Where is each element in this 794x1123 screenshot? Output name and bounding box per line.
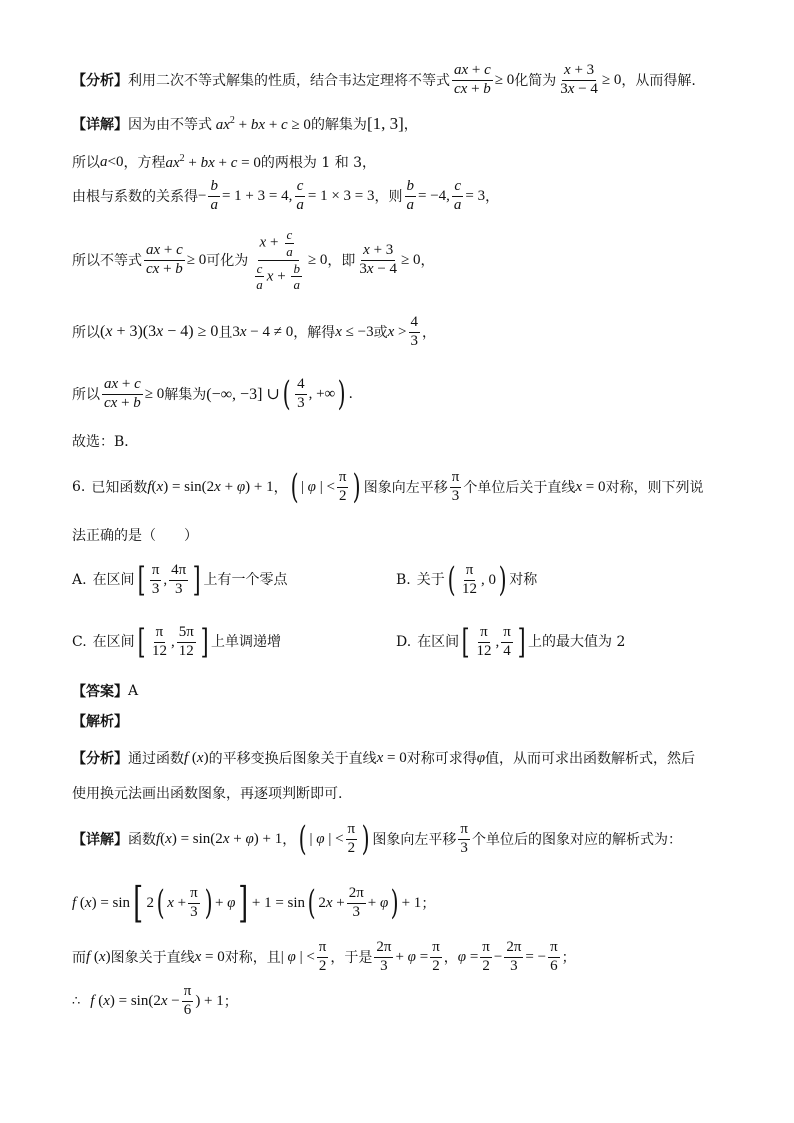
math-geq-0: ≥ 0: [494, 71, 515, 88]
detail-2-formula: [72, 878, 435, 928]
detail-row-6: [72, 374, 353, 414]
option-text: 在区间: [92, 572, 135, 588]
compound-fraction: x + $\frac{c}{a}$ $\frac{c}{a}$ x + $\frac{b}{a}$: [256, 227, 300, 293]
text: 所以: [72, 325, 100, 341]
text: 的两根为 1 和 3，: [260, 155, 377, 171]
left-paren: (: [282, 374, 291, 414]
fraction-2pi-over-3: $\frac{2\pi}{3}$: [348, 884, 364, 920]
analysis-text: ，从而得解.: [621, 73, 696, 89]
detail-tag: 【详解】: [72, 117, 128, 133]
text: ，: [282, 832, 297, 848]
math: ≥ 0: [186, 251, 207, 268]
question-6-line-2: [72, 524, 198, 546]
option-letter: C.: [72, 634, 87, 650]
detail-text: ，: [403, 117, 418, 133]
math: f(x) = sin(2x + φ) + 1: [147, 478, 274, 495]
math: x = 0: [575, 478, 606, 495]
math: = 1 + 3 = 4,: [221, 187, 293, 204]
option-letter: A.: [72, 572, 87, 588]
fraction-pi-over-2: $\frac{\pi}{2}$: [318, 938, 327, 974]
right-paren: ): [337, 374, 346, 414]
math: + φ: [367, 894, 389, 911]
text: ；: [561, 950, 576, 966]
fraction-pi-over-2: $\frac{\pi}{2}$: [338, 468, 347, 504]
fraction-pi-over-3: $\frac{\pi}{3}$: [451, 468, 460, 504]
option-text: 上有一个零点: [203, 572, 288, 588]
detail-row-1: [72, 112, 418, 136]
question-text: 个单位后关于直线: [463, 480, 576, 496]
option-text: 关于: [416, 572, 445, 588]
text: 解集为: [164, 387, 207, 403]
left-bracket: [: [461, 622, 470, 662]
left-bracket: [: [137, 622, 146, 662]
text: 可化为: [206, 253, 249, 269]
text: ；: [421, 896, 436, 912]
math: 2x +: [318, 894, 345, 911]
detail-row-5: [72, 312, 436, 352]
option-text: 在区间: [92, 634, 135, 650]
text: 或: [373, 325, 388, 341]
math: f(x) = sin(2x + φ) + 1: [156, 830, 283, 847]
left-paren: (: [156, 883, 165, 923]
jiexi-line: [72, 710, 128, 732]
right-paren: ): [498, 560, 507, 600]
detail-tag: 【详解】: [72, 832, 128, 848]
question-number: 6.: [72, 479, 86, 495]
math: −: [198, 187, 207, 204]
fraction-b-over-a: $\frac{b}{a}$: [210, 177, 218, 213]
fraction-2pi-over-3: $\frac{2\pi}{3}$: [506, 938, 522, 974]
analysis-2-line-2: [72, 782, 342, 804]
fraction-4pi-over-3: $\frac{4\pi}{3}$: [171, 561, 187, 597]
fraction-2pi-over-3: $\frac{2\pi}{3}$: [376, 938, 392, 974]
answer-line: [72, 680, 138, 702]
question-text: 图象向左平移: [363, 480, 448, 496]
right-paren: ): [204, 883, 213, 923]
text: 图象向左平移: [372, 832, 457, 848]
text: 所以: [72, 155, 100, 171]
math: x +: [167, 894, 187, 911]
math: f (x): [86, 948, 111, 965]
choose-line: [72, 430, 138, 452]
math: φ =: [457, 948, 479, 965]
fraction-pi-over-2: $\frac{\pi}{2}$: [347, 820, 356, 856]
text: 对称，且: [224, 950, 281, 966]
text: 通过函数: [128, 751, 184, 767]
option-b[interactable]: B. 关于 ( $\frac{\pi}{12}$ , 0 ) 对称: [396, 560, 538, 600]
math: ) + 1: [195, 992, 224, 1009]
question-text: 对称，则下列说: [605, 480, 704, 496]
fraction-pi-over-6: $\frac{\pi}{6}$: [550, 938, 558, 974]
math: = 1 × 3 = 3: [307, 187, 375, 204]
fraction-ax-c-over-cx-b: $\frac{ax + c}{cx + b}$: [104, 375, 141, 411]
text: 的平移变换后图象关于直线: [208, 751, 377, 767]
detail-row-3: 由根与系数的关系得 − $\frac{b}{a}$ = 1 + 3 = 4, $\frac{c}{a}$ = 1 × 3 = 3 ，则 $\frac{b}{a}$ = −4, $\frac{c}{a}$ = 3 ，: [72, 177, 500, 213]
right-paren: ): [361, 819, 370, 859]
text: ，: [443, 950, 458, 966]
math: = −4,: [418, 187, 450, 204]
math: x = 0: [194, 948, 225, 965]
math: ≥ 0: [307, 251, 328, 268]
answer-value: A: [128, 683, 139, 699]
fraction-x3-over-3x4: $\frac{x + 3}{3x - 4}$: [359, 241, 398, 277]
fraction-5pi-over-12: $\frac{5\pi}{12}$: [178, 623, 194, 659]
math: | φ | <: [280, 948, 315, 965]
fraction-pi-over-6: $\frac{\pi}{6}$: [183, 982, 192, 1018]
left-bracket: [: [137, 560, 146, 600]
option-text: 对称: [509, 572, 538, 588]
text: 使用换元法画出函数图象，再逐项判断即可.: [72, 786, 343, 802]
jiexi-tag: 【解析】: [72, 714, 128, 730]
math: f (x): [184, 749, 209, 766]
option-text: 上单调递增: [211, 634, 282, 650]
math: ≥ 0: [144, 385, 165, 402]
left-paren: (: [447, 560, 456, 600]
text: ，: [422, 325, 437, 341]
math-inequality: $ax^2$ + bx + c ≥ 0: [215, 114, 311, 133]
text: ，方程: [123, 155, 166, 171]
option-d[interactable]: D. 在区间 [ $\frac{\pi}{12}$ , $\frac{\pi}{4}$ ] 上的最大值为 2: [396, 622, 626, 662]
left-paren: (: [307, 883, 316, 923]
math: x ≤ −3: [335, 323, 374, 340]
fraction-ax-c-over-cx-b: $\frac{ax + c}{cx + b}$: [146, 241, 183, 277]
analysis-text: 化简为: [514, 73, 557, 89]
text: 由根与系数的关系得: [72, 189, 198, 205]
text: 图象关于直线: [110, 950, 195, 966]
text: ，即: [327, 253, 356, 269]
text: 所以不等式: [72, 253, 142, 269]
right-bracket: ]: [200, 622, 209, 662]
math: a<0: [100, 153, 124, 170]
math: f (x) = sin(2x −: [90, 992, 180, 1009]
math: x = 0: [376, 749, 407, 766]
math: + 1: [401, 894, 422, 911]
math: f (x) = sin: [72, 894, 131, 911]
math: φ: [476, 749, 486, 766]
text: 值，从而可求出函数解析式，然后: [485, 751, 696, 767]
math: x >: [387, 323, 407, 340]
fraction-ax-c-over-cx-b: $\frac{ax + c}{cx + b}$: [454, 61, 491, 97]
math: 3x − 4 ≠ 0: [232, 323, 294, 340]
detail-2-line-3: [72, 936, 576, 978]
fraction-4-over-3: $\frac{4}{3}$: [410, 313, 419, 349]
therefore-symbol: ∴: [72, 993, 81, 1009]
fraction-pi-over-3: $\frac{\pi}{3}$: [151, 561, 160, 597]
right-paren: ): [390, 883, 399, 923]
right-paren: ): [353, 467, 362, 507]
text: ，解得: [293, 325, 336, 341]
left-paren: (: [298, 819, 307, 859]
math-solution-set: (−∞, −3] ∪: [206, 386, 280, 403]
text: 所以: [72, 387, 100, 403]
analysis-text: 利用二次不等式解集的性质，结合韦达定理将不等式: [128, 73, 450, 89]
detail-row-4: [72, 224, 435, 296]
math: + 1 = sin: [251, 894, 306, 911]
fraction-c-over-a: $\frac{c}{a}$: [453, 177, 462, 213]
math: ≥ 0: [401, 251, 421, 268]
question-text: 已知函数: [91, 480, 148, 496]
fraction-pi-over-12: $\frac{\pi}{12}$: [476, 623, 492, 659]
math-interval: [1, 3]: [366, 114, 404, 133]
text: ，于是: [330, 950, 373, 966]
fraction-pi-over-12: $\frac{\pi}{12}$: [462, 561, 478, 597]
text: ；: [223, 994, 238, 1010]
detail-text: 因为由不等式: [128, 117, 212, 133]
option-text: 上的最大值为 2: [528, 634, 626, 650]
right-bracket: ]: [517, 622, 526, 662]
option-a[interactable]: A. 在区间 [ $\frac{\pi}{3}$ , $\frac{4\pi}{3}$ ] 上有一个零点: [72, 560, 288, 600]
math: 2: [146, 894, 154, 911]
math: −: [493, 948, 503, 965]
fraction-pi-over-2: $\frac{\pi}{2}$: [432, 938, 440, 974]
analysis-2-line-1: [72, 746, 695, 770]
text: 个单位后的图象对应的解析式为：: [471, 832, 682, 848]
math: , +∞: [308, 385, 336, 402]
fraction-4-over-3: $\frac{4}{3}$: [297, 375, 305, 411]
math: $ax^2$ + bx + c = 0: [165, 152, 261, 171]
fraction-pi-over-3: $\frac{\pi}{3}$: [190, 884, 198, 920]
fraction-pi-over-4: $\frac{\pi}{4}$: [503, 623, 511, 659]
right-bracket: ]: [238, 878, 249, 927]
option-c[interactable]: C. 在区间 [ $\frac{\pi}{12}$ , $\frac{5\pi}{12}$ ] 上单调递增: [72, 622, 282, 662]
answer-tag: 【答案】: [72, 684, 128, 700]
detail-2-final: [72, 980, 238, 1022]
option-text: 在区间: [417, 634, 460, 650]
question-text: ，: [273, 480, 288, 496]
math: + φ: [214, 894, 236, 911]
left-paren: (: [290, 467, 299, 507]
math: + φ =: [395, 948, 429, 965]
fraction-pi-over-2: $\frac{\pi}{2}$: [482, 938, 490, 974]
text: 且: [218, 325, 233, 341]
text: ，则: [374, 189, 403, 205]
math: = 3: [465, 187, 486, 204]
analysis-row-1: [72, 62, 696, 98]
math: | φ | <: [300, 478, 335, 495]
text: 而: [72, 950, 86, 966]
fraction-x3-over-3x4: $\frac{x + 3}{3x - 4}$: [560, 61, 598, 97]
detail-text: 的解集为: [310, 117, 367, 133]
text: ，: [420, 253, 435, 269]
fraction-pi-over-12: $\frac{\pi}{12}$: [151, 623, 167, 659]
right-bracket: ]: [192, 560, 201, 600]
left-bracket: [: [133, 878, 144, 927]
analysis-tag: 【分析】: [72, 73, 128, 89]
detail-2-line-1: [72, 818, 682, 860]
math: | φ | <: [309, 830, 344, 847]
fraction-b-over-a: $\frac{b}{a}$: [406, 177, 414, 213]
fraction-pi-over-3: $\frac{\pi}{3}$: [460, 820, 468, 856]
question-6-line-1: [72, 466, 703, 508]
math: (x + 3)(3x − 4) ≥ 0: [100, 323, 219, 340]
analysis-tag: 【分析】: [72, 751, 128, 767]
option-letter: B.: [396, 572, 411, 588]
choose-text: 故选：B．: [72, 434, 139, 450]
text: 函数: [128, 832, 156, 848]
detail-row-2: [72, 150, 376, 174]
text: .: [348, 386, 353, 402]
text: 对称可求得: [406, 751, 477, 767]
fraction-c-over-a: $\frac{c}{a}$: [296, 177, 304, 213]
option-letter: D.: [396, 634, 412, 650]
math: = −: [525, 948, 547, 965]
question-text: 法正确的是（ ）: [72, 528, 198, 544]
math-geq-0: ≥ 0: [601, 71, 622, 88]
